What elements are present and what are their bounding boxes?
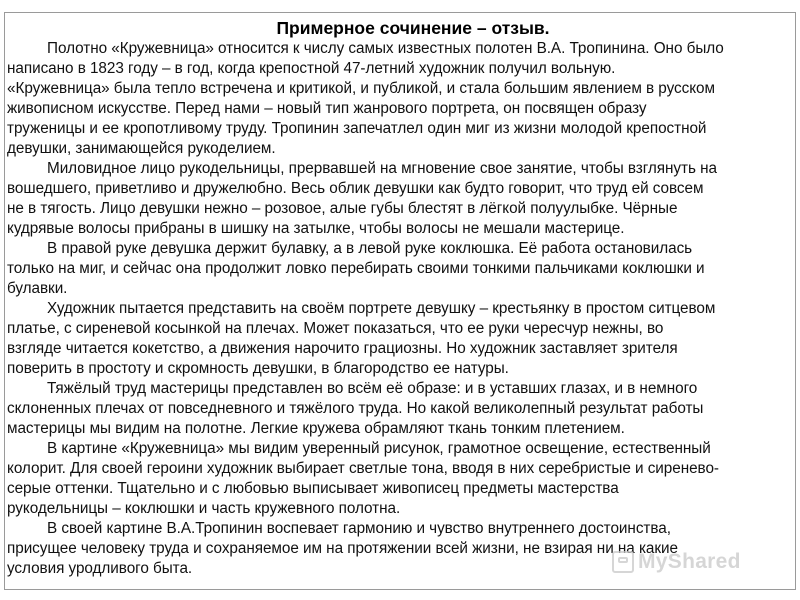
text-line: рукодельницы – коклюшки и часть кружевного полотна. bbox=[7, 500, 401, 517]
text-line: поверить в простоту и скромность девушки, в благородство ее натуры. bbox=[7, 360, 509, 377]
essay-body bbox=[7, 39, 793, 579]
text-line: взгляде читается кокетство, а движения нарочито грациозны. Но художник заставляет зрителя bbox=[7, 340, 678, 357]
text-line: «Кружевница» была тепло встречена и критикой, и публикой, и стала большим явлением в русском bbox=[7, 80, 715, 97]
text-line: Художник пытается представить на своём портрете девушку – крестьянку в простом ситцевом bbox=[47, 300, 716, 317]
text-line: не в тягость. Лицо девушки нежно – розовое, алые губы блестят в лёгкой полуулыбке. Чёрные bbox=[7, 200, 678, 217]
text-line: девушки, занимающейся рукоделием. bbox=[7, 140, 276, 157]
text-line: только на миг, и сейчас она продолжит ловко перебирать своими тонкими пальчиками коклюшки и bbox=[7, 260, 705, 277]
paragraph-2 bbox=[7, 159, 793, 239]
paragraph-1 bbox=[7, 39, 793, 159]
text-line: колорит. Для своей героини художник выбирает светлые тона, вводя в них серебристые и сиренево- bbox=[7, 460, 719, 477]
paragraph-6 bbox=[7, 439, 793, 519]
paragraph-4 bbox=[7, 299, 793, 379]
text-line: склоненных плечах от повседневного и тяжёлого труда. Но какой великолепный результат работы bbox=[7, 400, 704, 417]
text-line: В правой руке девушка держит булавку, а в левой руке коклюшка. Её работа остановилась bbox=[47, 240, 693, 257]
text-line: Миловидное лицо рукодельницы, прервавшей на мгновение свое занятие, чтобы взглянуть на bbox=[47, 160, 717, 177]
paragraph-5 bbox=[7, 379, 793, 439]
text-line: мастерицы мы видим на полотне. Легкие кружева обрамляют ткань тонким плетением. bbox=[7, 420, 625, 437]
text-line: булавки. bbox=[7, 280, 68, 297]
watermark-text: MyShared bbox=[638, 550, 741, 573]
projector-icon bbox=[612, 551, 634, 573]
text-line: присущее человеку труда и сохраняемое им на протяжении всей жизни, не взирая ни на какие bbox=[7, 540, 678, 557]
text-line: труженицы и ее кропотливому труду. Тропинин запечатлел один миг из жизни молодой крепостной bbox=[7, 120, 707, 137]
text-line: Полотно «Кружевница» относится к числу самых известных полотен В.А. Тропинина. Оно было bbox=[47, 40, 724, 57]
text-line: серые оттенки. Тщательно и с любовью выписывает живописец предметы мастерства bbox=[7, 480, 619, 497]
text-line: живописном искусстве. Перед нами – новый тип жанрового портрета, он посвящен образу bbox=[7, 100, 647, 117]
text-line: В своей картине В.А.Тропинин воспевает гармонию и чувство внутреннего достоинства, bbox=[47, 520, 671, 537]
watermark bbox=[612, 548, 762, 576]
text-line: вошедшего, приветливо и дружелюбно. Весь облик девушки как будто говорит, что труд ей совсем bbox=[7, 180, 704, 197]
text-line: В картине «Кружевница» мы видим уверенный рисунок, грамотное освещение, естественный bbox=[47, 440, 711, 457]
text-line: платье, с сиреневой косынкой на плечах. Может показаться, что ее руки чересчур нежны, во bbox=[7, 320, 664, 337]
essay-title: Примерное сочинение – отзыв. bbox=[276, 18, 550, 38]
text-line: написано в 1823 году – в год, когда крепостной 47-летний художник получил вольную. bbox=[7, 60, 616, 77]
paragraph-3 bbox=[7, 239, 793, 299]
text-line: кудрявые волосы прибраны в шишку на затылке, чтобы волосы не мешали мастерице. bbox=[7, 220, 625, 237]
text-line: Тяжёлый труд мастерицы представлен во всём её образе: и в уставших глазах, и в немного bbox=[47, 380, 698, 397]
text-line: условия уродливого быта. bbox=[7, 560, 193, 577]
